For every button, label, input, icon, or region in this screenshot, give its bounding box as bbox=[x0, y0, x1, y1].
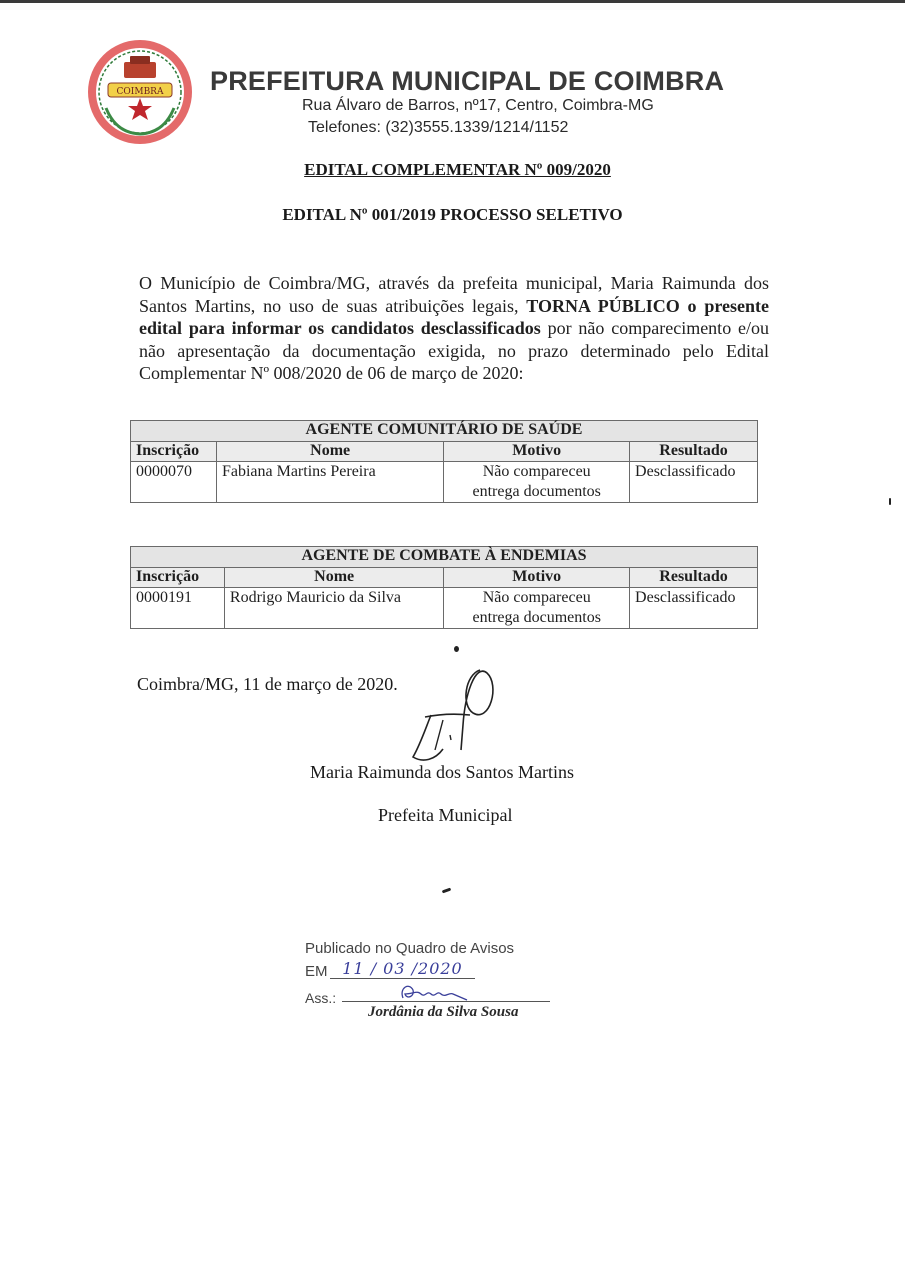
cell-resultado: Desclassificado bbox=[630, 462, 758, 503]
table-agente-comunitario bbox=[130, 420, 758, 503]
cell-motivo bbox=[444, 588, 630, 629]
stamp-published-label: Publicado no Quadro de Avisos bbox=[305, 940, 515, 957]
table-title: AGENTE COMUNITÁRIO DE SAÚDE bbox=[131, 421, 758, 442]
body-paragraph bbox=[139, 272, 769, 385]
org-address: Rua Álvaro de Barros, nº17, Centro, Coimbra-MG bbox=[302, 97, 654, 114]
table-row bbox=[131, 462, 758, 503]
column-header: Inscrição bbox=[131, 442, 217, 462]
column-header: Nome bbox=[216, 442, 443, 462]
body-text-part-1: O Município de Coimbra/MG, através da prefeita municipal, Maria Raimunda dos Santos Martins, no uso de suas atribuições legais, bbox=[139, 273, 769, 316]
table-title: AGENTE DE COMBATE À ENDEMIAS bbox=[131, 547, 758, 568]
cell-resultado: Desclassificado bbox=[630, 588, 758, 629]
motivo-line-1: Não compareceu bbox=[482, 463, 591, 480]
table-row bbox=[131, 588, 758, 629]
column-header: Motivo bbox=[444, 442, 630, 462]
municipal-seal-icon bbox=[86, 38, 194, 146]
document-title bbox=[0, 160, 905, 180]
cell-motivo bbox=[444, 462, 630, 503]
body-text-part-2: por não comparecimento e/ou não apresentação da documentação exigida, no prazo determinado pelo Edital Complementar Nº 008/2020 de 06 de março de 2020: bbox=[139, 318, 769, 383]
stamp-ass-label: Ass.: bbox=[305, 990, 337, 1006]
cell-inscricao: 0000070 bbox=[131, 462, 217, 503]
column-header: Resultado bbox=[630, 568, 758, 588]
cell-nome: Fabiana Martins Pereira bbox=[216, 462, 443, 503]
document-subtitle: EDITAL Nº 001/2019 PROCESSO SELETIVO bbox=[282, 205, 623, 224]
document-title-text: EDITAL COMPLEMENTAR Nº 009/2020 bbox=[304, 160, 611, 179]
stamp-name: Jordânia da Silva Sousa bbox=[368, 1004, 519, 1020]
motivo-line-2: entrega documentos bbox=[472, 609, 601, 626]
signer-role: Prefeita Municipal bbox=[378, 805, 513, 825]
stamp-signature-icon bbox=[395, 980, 475, 1006]
cell-nome: Rodrigo Mauricio da Silva bbox=[224, 588, 443, 629]
signer-name: Maria Raimunda dos Santos Martins bbox=[310, 762, 574, 782]
page-top-border bbox=[0, 0, 905, 3]
stamp-em-label: EM bbox=[305, 963, 328, 980]
column-header: Nome bbox=[224, 568, 443, 588]
cell-inscricao: 0000191 bbox=[131, 588, 225, 629]
org-name: PREFEITURA MUNICIPAL DE COIMBRA bbox=[210, 66, 725, 96]
handwritten-signature-icon bbox=[395, 665, 510, 775]
table-agente-endemias bbox=[130, 546, 758, 629]
column-header: Inscrição bbox=[131, 568, 225, 588]
scan-speck bbox=[889, 498, 891, 505]
scan-speck bbox=[454, 646, 459, 652]
org-phones: Telefones: (32)3555.1339/1214/1152 bbox=[308, 119, 569, 136]
motivo-line-2: entrega documentos bbox=[472, 483, 601, 500]
seal-banner-text: COIMBRA bbox=[116, 87, 164, 97]
column-header: Motivo bbox=[444, 568, 630, 588]
scan-speck bbox=[442, 888, 451, 894]
body-text-bold: TORNA PÚBLICO o presente edital para informar os candidatos desclassificados bbox=[139, 295, 769, 338]
column-header: Resultado bbox=[630, 442, 758, 462]
closing-date: Coimbra/MG, 11 de março de 2020. bbox=[137, 674, 398, 694]
motivo-line-1: Não compareceu bbox=[482, 589, 591, 606]
stamp-date: 11 / 03 /2020 bbox=[330, 959, 475, 979]
